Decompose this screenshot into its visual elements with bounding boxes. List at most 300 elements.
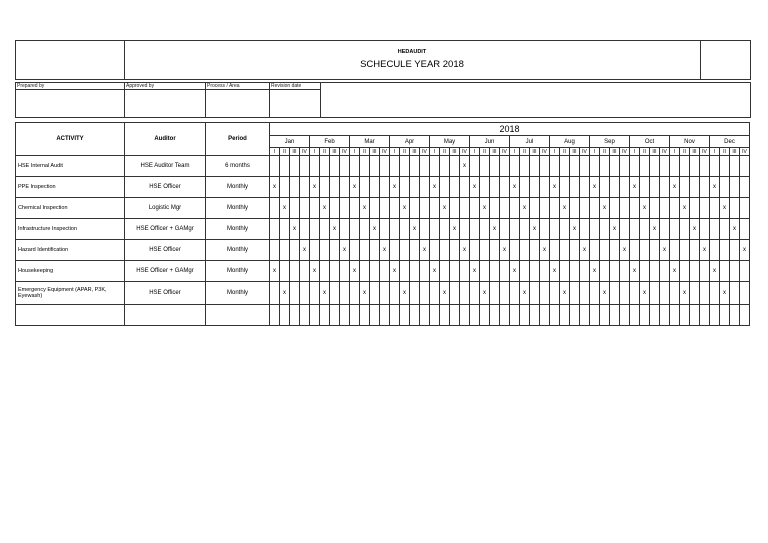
schedule-cell bbox=[590, 156, 600, 177]
schedule-cell bbox=[370, 261, 380, 282]
schedule-cell bbox=[380, 198, 390, 219]
activity-cell: HSE Internal Audit bbox=[16, 156, 125, 177]
schedule-cell bbox=[610, 305, 620, 326]
schedule-cell bbox=[580, 177, 590, 198]
schedule-cell bbox=[490, 156, 500, 177]
month-header: Mar bbox=[350, 136, 390, 148]
schedule-cell bbox=[650, 156, 660, 177]
schedule-cell bbox=[710, 198, 720, 219]
year-header: 2018 bbox=[270, 123, 750, 136]
schedule-cell bbox=[700, 282, 710, 305]
schedule-cell bbox=[450, 261, 460, 282]
schedule-cell bbox=[430, 305, 440, 326]
schedule-cell bbox=[450, 198, 460, 219]
schedule-cell bbox=[530, 177, 540, 198]
schedule-mark: x bbox=[360, 198, 370, 219]
schedule-mark: x bbox=[590, 177, 600, 198]
schedule-mark: x bbox=[360, 282, 370, 305]
quarter-header: III bbox=[610, 148, 620, 156]
activity-cell: Emergency Equipment (APAR, P3K, Eyewash) bbox=[16, 282, 125, 305]
quarter-header: IV bbox=[740, 148, 750, 156]
schedule-cell bbox=[680, 177, 690, 198]
schedule-mark: x bbox=[540, 240, 550, 261]
schedule-cell bbox=[520, 240, 530, 261]
period-cell: Monthly bbox=[206, 240, 270, 261]
schedule-mark: x bbox=[690, 219, 700, 240]
schedule-cell bbox=[670, 282, 680, 305]
schedule-cell bbox=[740, 282, 750, 305]
schedule-cell bbox=[560, 177, 570, 198]
schedule-cell bbox=[370, 198, 380, 219]
schedule-cell bbox=[480, 219, 490, 240]
schedule-cell bbox=[640, 261, 650, 282]
month-header: Dec bbox=[710, 136, 750, 148]
schedule-cell bbox=[330, 177, 340, 198]
schedule-cell bbox=[490, 305, 500, 326]
quarter-header: IV bbox=[500, 148, 510, 156]
schedule-cell bbox=[290, 305, 300, 326]
quarter-header: I bbox=[510, 148, 520, 156]
quarter-header: II bbox=[360, 148, 370, 156]
schedule-cell bbox=[420, 177, 430, 198]
schedule-cell bbox=[720, 156, 730, 177]
schedule-cell bbox=[410, 282, 420, 305]
schedule-cell bbox=[370, 240, 380, 261]
schedule-cell bbox=[550, 282, 560, 305]
schedule-cell bbox=[700, 177, 710, 198]
col-header-auditor: Auditor bbox=[125, 123, 206, 156]
schedule-cell bbox=[320, 240, 330, 261]
schedule-cell bbox=[300, 219, 310, 240]
schedule-cell bbox=[630, 282, 640, 305]
schedule-cell bbox=[620, 177, 630, 198]
schedule-cell bbox=[720, 219, 730, 240]
schedule-cell bbox=[590, 219, 600, 240]
schedule-cell bbox=[290, 177, 300, 198]
auditor-cell bbox=[125, 305, 206, 326]
schedule-mark: x bbox=[620, 240, 630, 261]
schedule-cell bbox=[300, 177, 310, 198]
schedule-mark: x bbox=[740, 240, 750, 261]
schedule-cell bbox=[740, 219, 750, 240]
schedule-cell bbox=[290, 261, 300, 282]
quarter-header: I bbox=[390, 148, 400, 156]
quarter-header: I bbox=[590, 148, 600, 156]
schedule-cell bbox=[730, 198, 740, 219]
schedule-cell bbox=[520, 219, 530, 240]
table-row bbox=[16, 177, 750, 198]
schedule-cell bbox=[690, 177, 700, 198]
schedule-cell bbox=[460, 177, 470, 198]
schedule-mark: x bbox=[290, 219, 300, 240]
quarter-header: III bbox=[370, 148, 380, 156]
col-header-period: Period bbox=[206, 123, 270, 156]
schedule-mark: x bbox=[530, 219, 540, 240]
schedule-cell bbox=[390, 219, 400, 240]
schedule-cell bbox=[620, 198, 630, 219]
period-cell: Monthly bbox=[206, 198, 270, 219]
schedule-cell bbox=[490, 282, 500, 305]
month-header: Aug bbox=[550, 136, 590, 148]
schedule-cell bbox=[480, 305, 490, 326]
col-header-activity: ACTIVITY bbox=[16, 123, 125, 156]
schedule-mark: x bbox=[700, 240, 710, 261]
schedule-cell bbox=[370, 156, 380, 177]
schedule-cell bbox=[510, 198, 520, 219]
schedule-cell bbox=[330, 198, 340, 219]
quarter-header: III bbox=[690, 148, 700, 156]
schedule-cell bbox=[320, 305, 330, 326]
schedule-mark: x bbox=[670, 177, 680, 198]
schedule-cell bbox=[700, 261, 710, 282]
schedule-mark: x bbox=[680, 282, 690, 305]
quarter-header: IV bbox=[700, 148, 710, 156]
schedule-cell bbox=[420, 305, 430, 326]
schedule-cell bbox=[560, 156, 570, 177]
schedule-cell bbox=[690, 156, 700, 177]
schedule-cell bbox=[410, 198, 420, 219]
schedule-cell bbox=[660, 305, 670, 326]
quarter-header: IV bbox=[380, 148, 390, 156]
schedule-mark: x bbox=[300, 240, 310, 261]
quarter-header: I bbox=[430, 148, 440, 156]
schedule-cell bbox=[400, 156, 410, 177]
schedule-cell bbox=[440, 305, 450, 326]
schedule-mark: x bbox=[580, 240, 590, 261]
schedule-cell bbox=[300, 282, 310, 305]
schedule-cell bbox=[440, 240, 450, 261]
prepared-by-label: Prepared by bbox=[17, 82, 45, 89]
schedule-cell bbox=[300, 261, 310, 282]
approval-divider-3 bbox=[269, 82, 270, 118]
schedule-mark: x bbox=[280, 282, 290, 305]
schedule-cell bbox=[420, 282, 430, 305]
schedule-cell bbox=[430, 156, 440, 177]
schedule-cell bbox=[290, 282, 300, 305]
schedule-mark: x bbox=[470, 177, 480, 198]
quarter-header: II bbox=[320, 148, 330, 156]
schedule-cell bbox=[620, 219, 630, 240]
month-header: Feb bbox=[310, 136, 350, 148]
schedule-cell bbox=[300, 198, 310, 219]
schedule-cell bbox=[500, 156, 510, 177]
schedule-cell bbox=[340, 305, 350, 326]
schedule-cell bbox=[660, 261, 670, 282]
quarter-header: III bbox=[490, 148, 500, 156]
schedule-cell bbox=[620, 156, 630, 177]
schedule-cell bbox=[610, 177, 620, 198]
schedule-mark: x bbox=[340, 240, 350, 261]
schedule-cell bbox=[660, 198, 670, 219]
schedule-cell bbox=[630, 198, 640, 219]
quarter-header: IV bbox=[660, 148, 670, 156]
schedule-cell bbox=[610, 198, 620, 219]
schedule-cell bbox=[310, 156, 320, 177]
header-right-divider bbox=[700, 40, 701, 80]
schedule-cell bbox=[710, 240, 720, 261]
auditor-cell: HSE Officer + GAMgr bbox=[125, 261, 206, 282]
quarter-header: I bbox=[470, 148, 480, 156]
auditor-cell: HSE Officer + GAMgr bbox=[125, 219, 206, 240]
quarter-header: III bbox=[650, 148, 660, 156]
activity-cell: Infrastructure Inspection bbox=[16, 219, 125, 240]
schedule-cell bbox=[360, 240, 370, 261]
schedule-cell bbox=[660, 219, 670, 240]
approval-divider-1 bbox=[124, 82, 125, 118]
schedule-cell bbox=[560, 219, 570, 240]
quarter-header: III bbox=[730, 148, 740, 156]
quarter-header: I bbox=[630, 148, 640, 156]
schedule-cell bbox=[720, 261, 730, 282]
schedule-cell bbox=[540, 305, 550, 326]
schedule-mark: x bbox=[710, 177, 720, 198]
schedule-cell bbox=[630, 219, 640, 240]
schedule-cell bbox=[270, 156, 280, 177]
schedule-cell bbox=[470, 198, 480, 219]
schedule-cell bbox=[570, 198, 580, 219]
schedule-mark: x bbox=[500, 240, 510, 261]
schedule-cell bbox=[710, 305, 720, 326]
schedule-cell bbox=[700, 219, 710, 240]
table-row bbox=[16, 240, 750, 261]
period-cell bbox=[206, 305, 270, 326]
quarter-header: IV bbox=[420, 148, 430, 156]
schedule-cell bbox=[690, 305, 700, 326]
schedule-cell bbox=[350, 282, 360, 305]
quarter-header: II bbox=[720, 148, 730, 156]
schedule-cell bbox=[270, 305, 280, 326]
quarter-header: II bbox=[480, 148, 490, 156]
schedule-mark: x bbox=[310, 261, 320, 282]
schedule-cell bbox=[540, 177, 550, 198]
schedule-cell bbox=[580, 261, 590, 282]
schedule-cell bbox=[410, 261, 420, 282]
schedule-cell bbox=[710, 219, 720, 240]
schedule-cell bbox=[700, 198, 710, 219]
month-header: Apr bbox=[390, 136, 430, 148]
schedule-cell bbox=[600, 219, 610, 240]
schedule-cell bbox=[540, 198, 550, 219]
schedule-cell bbox=[670, 156, 680, 177]
schedule-cell bbox=[740, 261, 750, 282]
schedule-mark: x bbox=[320, 198, 330, 219]
period-cell: Monthly bbox=[206, 219, 270, 240]
activity-cell: PPE Inspection bbox=[16, 177, 125, 198]
table-row bbox=[16, 261, 750, 282]
schedule-cell bbox=[360, 261, 370, 282]
table-row bbox=[16, 198, 750, 219]
schedule-cell bbox=[490, 198, 500, 219]
process-area-label: Process / Area bbox=[207, 82, 240, 89]
schedule-mark: x bbox=[390, 177, 400, 198]
schedule-cell bbox=[380, 219, 390, 240]
month-header: Jul bbox=[510, 136, 550, 148]
schedule-cell bbox=[610, 240, 620, 261]
schedule-cell bbox=[560, 261, 570, 282]
schedule-cell bbox=[570, 177, 580, 198]
schedule-cell bbox=[580, 156, 590, 177]
period-cell: Monthly bbox=[206, 177, 270, 198]
schedule-mark: x bbox=[710, 261, 720, 282]
schedule-cell bbox=[360, 156, 370, 177]
schedule-cell bbox=[440, 156, 450, 177]
schedule-cell bbox=[640, 305, 650, 326]
schedule-mark: x bbox=[460, 240, 470, 261]
schedule-cell bbox=[450, 240, 460, 261]
schedule-cell bbox=[540, 156, 550, 177]
schedule-cell bbox=[670, 240, 680, 261]
schedule-cell bbox=[420, 261, 430, 282]
schedule-cell bbox=[500, 177, 510, 198]
schedule-cell bbox=[680, 305, 690, 326]
quarter-header: II bbox=[680, 148, 690, 156]
schedule-cell bbox=[460, 305, 470, 326]
schedule-cell bbox=[490, 240, 500, 261]
schedule-mark: x bbox=[730, 219, 740, 240]
schedule-cell bbox=[370, 305, 380, 326]
schedule-mark: x bbox=[320, 282, 330, 305]
schedule-cell bbox=[400, 305, 410, 326]
quarter-header: IV bbox=[340, 148, 350, 156]
quarter-header: III bbox=[330, 148, 340, 156]
schedule-cell bbox=[510, 156, 520, 177]
schedule-mark: x bbox=[380, 240, 390, 261]
schedule-cell bbox=[590, 240, 600, 261]
schedule-mark: x bbox=[310, 177, 320, 198]
schedule-cell bbox=[660, 177, 670, 198]
schedule-cell bbox=[480, 240, 490, 261]
schedule-mark: x bbox=[550, 261, 560, 282]
schedule-cell bbox=[460, 219, 470, 240]
schedule-cell bbox=[410, 177, 420, 198]
schedule-mark: x bbox=[460, 156, 470, 177]
schedule-mark: x bbox=[270, 177, 280, 198]
schedule-cell bbox=[340, 219, 350, 240]
schedule-cell bbox=[330, 240, 340, 261]
schedule-cell bbox=[640, 240, 650, 261]
quarter-header: IV bbox=[460, 148, 470, 156]
schedule-mark: x bbox=[510, 177, 520, 198]
schedule-cell bbox=[280, 305, 290, 326]
schedule-cell bbox=[390, 305, 400, 326]
approved-by-label: Approved by bbox=[126, 82, 155, 89]
schedule-cell bbox=[420, 198, 430, 219]
quarter-header: III bbox=[290, 148, 300, 156]
quarter-header: I bbox=[270, 148, 280, 156]
revision-date-label: Revision date bbox=[271, 82, 302, 89]
quarter-header: III bbox=[530, 148, 540, 156]
schedule-cell bbox=[550, 219, 560, 240]
schedule-mark: x bbox=[440, 198, 450, 219]
schedule-cell bbox=[370, 282, 380, 305]
schedule-cell bbox=[360, 305, 370, 326]
schedule-cell bbox=[450, 282, 460, 305]
approval-label-line bbox=[15, 89, 320, 90]
quarter-header: I bbox=[310, 148, 320, 156]
schedule-cell bbox=[360, 219, 370, 240]
month-header: Nov bbox=[670, 136, 710, 148]
schedule-cell bbox=[720, 240, 730, 261]
schedule-cell bbox=[580, 282, 590, 305]
schedule-cell bbox=[620, 305, 630, 326]
quarter-header: I bbox=[670, 148, 680, 156]
schedule-mark: x bbox=[670, 261, 680, 282]
schedule-cell bbox=[570, 305, 580, 326]
schedule-cell bbox=[280, 177, 290, 198]
schedule-mark: x bbox=[420, 240, 430, 261]
schedule-cell bbox=[330, 282, 340, 305]
schedule-cell bbox=[740, 198, 750, 219]
schedule-mark: x bbox=[280, 198, 290, 219]
schedule-mark: x bbox=[560, 198, 570, 219]
schedule-cell bbox=[360, 177, 370, 198]
schedule-cell bbox=[450, 177, 460, 198]
schedule-cell bbox=[640, 156, 650, 177]
schedule-cell bbox=[500, 198, 510, 219]
schedule-cell bbox=[410, 305, 420, 326]
schedule-cell bbox=[600, 305, 610, 326]
header-org: HEDAUDIT bbox=[397, 49, 427, 55]
quarter-header: IV bbox=[620, 148, 630, 156]
quarter-header: II bbox=[400, 148, 410, 156]
schedule-mark: x bbox=[520, 282, 530, 305]
schedule-table bbox=[15, 122, 750, 326]
schedule-cell bbox=[700, 156, 710, 177]
schedule-cell bbox=[380, 261, 390, 282]
auditor-cell: HSE Officer bbox=[125, 177, 206, 198]
schedule-cell bbox=[280, 240, 290, 261]
auditor-cell: HSE Auditor Team bbox=[125, 156, 206, 177]
table-row bbox=[16, 219, 750, 240]
schedule-cell bbox=[580, 198, 590, 219]
table-row bbox=[16, 305, 750, 326]
month-header: Sep bbox=[590, 136, 630, 148]
schedule-cell bbox=[570, 261, 580, 282]
schedule-mark: x bbox=[270, 261, 280, 282]
schedule-cell bbox=[730, 240, 740, 261]
schedule-cell bbox=[710, 282, 720, 305]
schedule-cell bbox=[550, 198, 560, 219]
header-row-year bbox=[16, 123, 750, 136]
schedule-mark: x bbox=[650, 219, 660, 240]
schedule-cell bbox=[510, 305, 520, 326]
schedule-cell bbox=[610, 156, 620, 177]
quarter-header: II bbox=[600, 148, 610, 156]
approval-divider-4 bbox=[320, 82, 321, 118]
quarter-header: II bbox=[520, 148, 530, 156]
schedule-mark: x bbox=[640, 282, 650, 305]
schedule-mark: x bbox=[600, 282, 610, 305]
schedule-cell bbox=[600, 261, 610, 282]
schedule-mark: x bbox=[560, 282, 570, 305]
quarter-header: I bbox=[550, 148, 560, 156]
schedule-cell bbox=[340, 282, 350, 305]
schedule-cell bbox=[520, 261, 530, 282]
schedule-cell bbox=[270, 198, 280, 219]
schedule-mark: x bbox=[370, 219, 380, 240]
schedule-cell bbox=[680, 240, 690, 261]
schedule-cell bbox=[470, 282, 480, 305]
schedule-cell bbox=[350, 219, 360, 240]
schedule-cell bbox=[330, 261, 340, 282]
schedule-cell bbox=[590, 198, 600, 219]
schedule-cell bbox=[650, 282, 660, 305]
auditor-cell: HSE Officer bbox=[125, 240, 206, 261]
quarter-header: II bbox=[560, 148, 570, 156]
schedule-cell bbox=[290, 240, 300, 261]
schedule-cell bbox=[620, 261, 630, 282]
schedule-mark: x bbox=[550, 177, 560, 198]
